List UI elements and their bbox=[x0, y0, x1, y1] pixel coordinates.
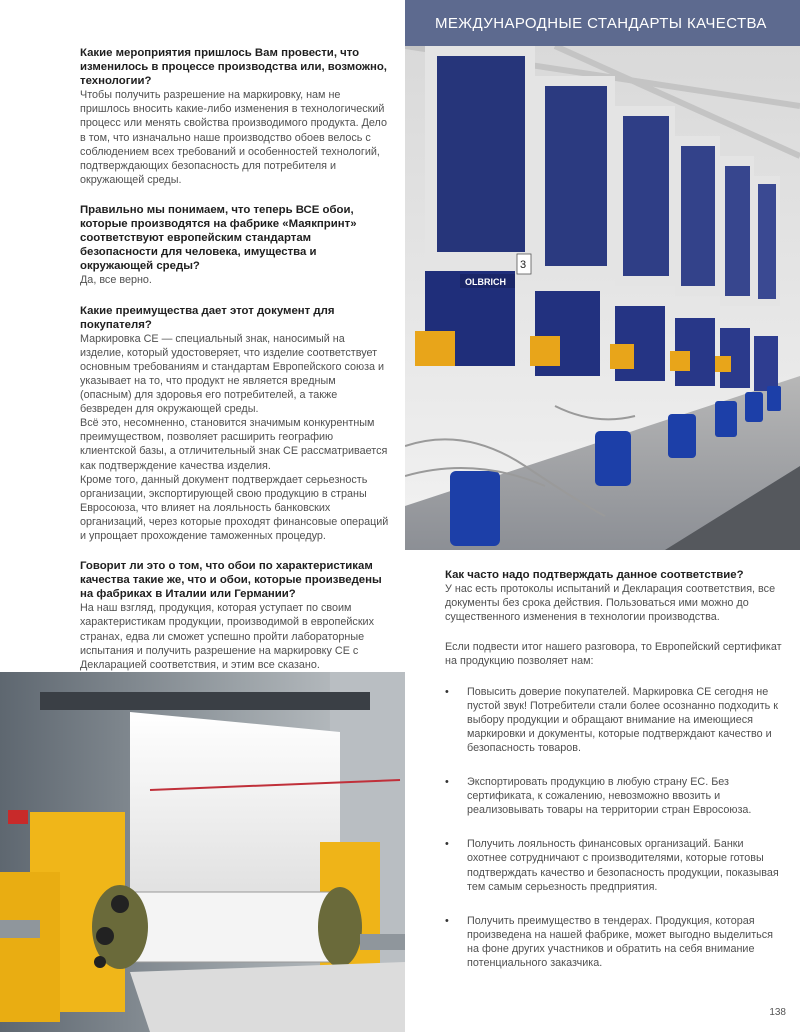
question-heading: Какие преимущества дает этот документ для покупателя? bbox=[80, 304, 335, 331]
qa-block bbox=[80, 203, 390, 288]
question-heading: Как часто надо подтверждать данное соответствие? bbox=[445, 569, 744, 581]
answer-text: Кроме того, данный документ подтверждает серьезность организации, экспортирующей свою продукцию в страны Евросоюза, что влияет на лояльность банковских организаций, через которые проходят финансовые операций и упрощает прохождение таможенных процедур. bbox=[80, 473, 389, 542]
qa-block bbox=[445, 568, 785, 624]
right-column bbox=[445, 568, 785, 990]
section-header-band bbox=[405, 0, 800, 46]
qa-block bbox=[80, 559, 390, 672]
question-heading: Говорит ли это о том, что обои по характеристикам качества такие же, что и обои, которые произведены на фабриках в Италии или Германии? bbox=[80, 560, 382, 601]
machine-number-label: 3 bbox=[520, 259, 527, 271]
list-item: • Получить преимущество в тендерах. Продукция, которая произведена на нашей фабрике, может выгодно выделиться на фоне других участников и обратить на себя внимание потенциального заказчика. bbox=[445, 914, 785, 970]
left-column bbox=[80, 46, 390, 688]
qa-block bbox=[80, 46, 390, 187]
summary-intro: Если подвести итог нашего разговора, то Европейский сертификат на продукцию позволяет нам: bbox=[445, 641, 782, 668]
machine-brand-label: OLBRICH bbox=[465, 277, 506, 287]
answer-text: На наш взгляд, продукция, которая уступает по своим характеристикам продукции, производимой в европейских странах, едва ли сможет успешно пройти лабораторные испытания и получить разрешение на маркировку CE с Декларацией соответствия, и этим все сказано. bbox=[80, 602, 374, 671]
qa-block bbox=[80, 304, 390, 544]
page-number: 138 bbox=[769, 1007, 786, 1018]
section-title: МЕЖДУНАРОДНЫЕ СТАНДАРТЫ КАЧЕСТВА bbox=[435, 15, 767, 32]
answer-text: У нас есть протоколы испытаний и Декларация соответствия, все документы без срока действия. Пользоваться ими можно до существенного изменения в технологии производства. bbox=[445, 583, 776, 624]
list-item: • Получить лояльность финансовых организаций. Банки охотнее сотрудничают с производителями, которые готовы подтверждать качество и безопасность продукции, показывая тем самым серьезность предприятия. bbox=[445, 837, 785, 893]
factory-line-photo bbox=[405, 46, 800, 550]
benefits-list bbox=[445, 685, 785, 971]
list-item: • Повысить доверие покупателей. Маркировка CE сегодня не пустой звук! Потребители стали более осознанно подходить к выбору продукции и обращают внимание на имеющиеся маркировки и документы, которые подтверждают качество и безопасность товаров. bbox=[445, 685, 785, 755]
question-heading: Правильно мы понимаем, что теперь ВСЕ обои, которые производятся на фабрике «Маякпринт» соответствуют европейским стандартам безопасности для человека, имущества и окружающей среды? bbox=[80, 203, 357, 273]
question-heading: Какие мероприятия пришлось Вам провести, что изменилось в процессе производства или, возможно, технологии? bbox=[80, 47, 387, 88]
answer-text: Чтобы получить разрешение на маркировку, нам не пришлось вносить какие-либо изменения в технологический процесс или менять свойства производимого продукта. Дело в том, что изначально наше производство обоев велось с соблюдением всех требований и особенностей технологий, подтверждающих безопасность для потребителя и окружающей среды. bbox=[80, 89, 387, 186]
printing-roller-photo bbox=[0, 672, 405, 1032]
answer-text: Маркировка CE — специальный знак, наносимый на изделие, который удостоверяет, что изделие соответствует основным требованиям и стандартам Европейского союза и указывает на то, что продукт не является вредным (опасным) для здоровья его потребителей, а также безвреден для окружающей среды. bbox=[80, 332, 385, 416]
answer-text: Всё это, несомненно, становится значимым конкурентным преимуществом, позволяет расширить географию клиентской базы, а отличительный знак CE рассматривается как подтверждение качества изделия. bbox=[80, 417, 388, 472]
answer-text: Да, все верно. bbox=[80, 274, 152, 287]
list-item: • Экспортировать продукцию в любую страну ЕС. Без сертификата, к сожалению, невозможно ввозить и реализовывать товары на территории стран Евросоюза. bbox=[445, 775, 785, 817]
